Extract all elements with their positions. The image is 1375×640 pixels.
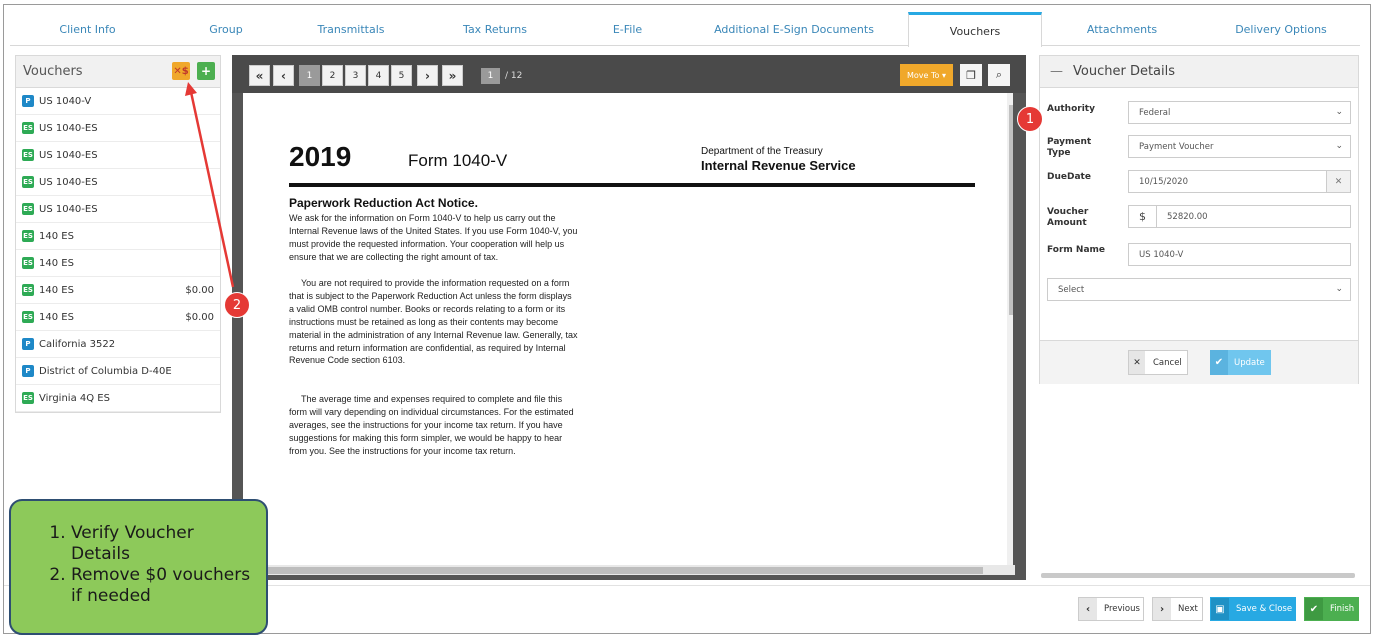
save-close-label: Save & Close (1236, 604, 1293, 614)
voucher-amount: $0.00 (185, 311, 214, 323)
check-icon: ✔ (1210, 350, 1228, 375)
estimated-badge-icon: ES (23, 313, 33, 321)
double-chevron-left-icon: « (255, 68, 264, 83)
page-button-5[interactable]: 5 (391, 65, 412, 86)
search-icon: ⌕ (995, 68, 1003, 81)
save-icon: ▣ (1211, 598, 1229, 620)
notice-paragraph: The average time and expenses required to complete and file this form will vary depending on individual circumstances. For the estimated averages, see the instructions for your income tax return. If you have suggestions for making this form simpler, we would be happy to hear from you. See the instructions for your income tax return. (289, 394, 574, 456)
notice-paragraph: You are not required to provide the information requested on a form that is subject to the Paperwork Reduction Act unless the form displays a valid OMB control number. Books or records relating to a form or its instructions must be retained as long as their contents may become material in the administration of any Internal Revenue law. Generally, tax returns and return information are confidential, as required by Internal Revenue Code section 6103. (289, 278, 578, 366)
estimated-badge-icon: ES (23, 124, 33, 132)
additional-select-value: Select (1058, 284, 1085, 295)
page-button-4[interactable]: 4 (368, 65, 389, 86)
estimated-badge-icon: ES (23, 151, 33, 159)
estimated-badge-icon: ES (23, 286, 33, 294)
instruction-callout (9, 499, 268, 635)
step-marker-2: 2 (224, 292, 250, 318)
total-pages: / 12 (505, 71, 523, 81)
vouchers-panel-title: Vouchers (23, 64, 83, 79)
cancel-label: Cancel (1153, 357, 1182, 368)
form-department: Department of the Treasury (701, 146, 823, 157)
voucher-label: California 3522 (39, 338, 116, 350)
double-chevron-right-icon: » (448, 68, 457, 83)
voucher-label: Virginia 4Q ES (39, 392, 110, 404)
payment-type-value: Payment Voucher (1139, 141, 1214, 152)
tab-group[interactable]: Group (209, 22, 243, 36)
arrow-head (185, 82, 197, 96)
voucher-amount: $0.00 (185, 284, 214, 296)
tab-attachments[interactable]: Attachments (1086, 22, 1158, 36)
voucher-label: 140 ES (39, 311, 74, 323)
voucher-label: US 1040-ES (39, 176, 98, 188)
notice-title: Paperwork Reduction Act Notice. (289, 196, 478, 210)
previous-label: Previous (1104, 604, 1140, 614)
page-button-3[interactable]: 3 (345, 65, 366, 86)
authority-label: Authority (1047, 104, 1095, 114)
instruction-list (31, 523, 256, 607)
due-date-label: DueDate (1047, 172, 1091, 182)
estimated-badge-icon: ES (23, 178, 33, 186)
plus-icon: + (200, 64, 212, 78)
voucher-details-title: Voucher Details (1073, 64, 1176, 79)
check-icon: ✔ (1305, 598, 1323, 620)
tab-e-file[interactable]: E-File (612, 22, 643, 36)
collapse-icon[interactable]: — (1050, 64, 1063, 79)
tab-delivery-options[interactable]: Delivery Options (1235, 22, 1327, 36)
voucher-label: District of Columbia D-40E (39, 365, 172, 377)
chevron-left-icon: ‹ (281, 68, 286, 83)
chevron-down-icon: ⌄ (1335, 284, 1343, 294)
page-button-1[interactable]: 1 (299, 65, 320, 86)
form-name-label: Form Name (1047, 245, 1106, 255)
due-date-value: 10/15/2020 (1139, 176, 1188, 187)
currency-addon: $ (1129, 206, 1157, 227)
estimated-badge-icon: ES (23, 259, 33, 267)
estimated-badge-icon: ES (23, 394, 33, 402)
update-label: Update (1234, 357, 1265, 368)
arrow-line (191, 92, 233, 287)
form-name-value: US 1040-V (1139, 249, 1184, 260)
chevron-right-icon: › (425, 68, 430, 83)
page-button-2[interactable]: 2 (322, 65, 343, 86)
step-marker-1: 1 (1017, 106, 1043, 132)
estimated-badge-icon: ES (23, 232, 33, 240)
voucher-label: US 1040-ES (39, 203, 98, 215)
chevron-down-icon: ⌄ (1335, 107, 1343, 117)
remove-voucher-icon: ✕$ (173, 65, 189, 77)
form-name: Form 1040-V (408, 151, 508, 170)
voucher-amount-label: Voucher Amount (1047, 207, 1089, 228)
chevron-right-icon: › (1153, 598, 1171, 620)
tab-client-info[interactable]: Client Info (59, 22, 116, 36)
voucher-label: 140 ES (39, 230, 74, 242)
voucher-label: US 1040-ES (39, 149, 98, 161)
payment-type-label: Payment Type (1047, 137, 1092, 158)
instruction-step: 1. Verify Voucher Details (71, 523, 256, 565)
form-agency: Internal Revenue Service (701, 158, 856, 173)
move-to-button[interactable]: Move To ▾ (900, 64, 953, 86)
close-icon: ✕ (1129, 351, 1145, 374)
finish-label: Finish (1330, 604, 1355, 614)
payment-badge-icon: P (22, 365, 34, 377)
voucher-label: US 1040-V (39, 95, 92, 107)
clear-date-icon[interactable]: ✕ (1326, 171, 1350, 192)
chevron-down-icon: ⌄ (1335, 141, 1343, 151)
tab-additional-e-sign[interactable]: Additional E-Sign Documents (714, 22, 874, 36)
chevron-left-icon: ‹ (1079, 598, 1097, 620)
form-year: 2019 (289, 141, 352, 172)
authority-value: Federal (1139, 107, 1171, 118)
payment-badge-icon: P (22, 95, 34, 107)
notice-paragraph: We ask for the information on Form 1040-V to help us carry out the Internal Revenue laws of the United States. If you use Form 1040-V, you must provide the requested information. Your cooperation will help us ensure that we are collecting the right amount of tax. (289, 213, 578, 262)
tab-vouchers[interactable]: Vouchers (908, 12, 1042, 47)
current-page-input[interactable]: 1 (481, 68, 500, 84)
instruction-step: 2. Remove $0 vouchers if needed (71, 565, 256, 607)
payment-badge-icon: P (22, 338, 34, 350)
tab-tax-returns[interactable]: Tax Returns (463, 22, 527, 36)
voucher-amount-value: 52820.00 (1167, 211, 1208, 222)
estimated-badge-icon: ES (23, 205, 33, 213)
voucher-label: 140 ES (39, 257, 74, 269)
tab-transmittals[interactable]: Transmittals (317, 22, 385, 36)
voucher-label: 140 ES (39, 284, 74, 296)
voucher-label: US 1040-ES (39, 122, 98, 134)
copy-icon: ❐ (966, 68, 976, 82)
next-label: Next (1178, 604, 1198, 614)
